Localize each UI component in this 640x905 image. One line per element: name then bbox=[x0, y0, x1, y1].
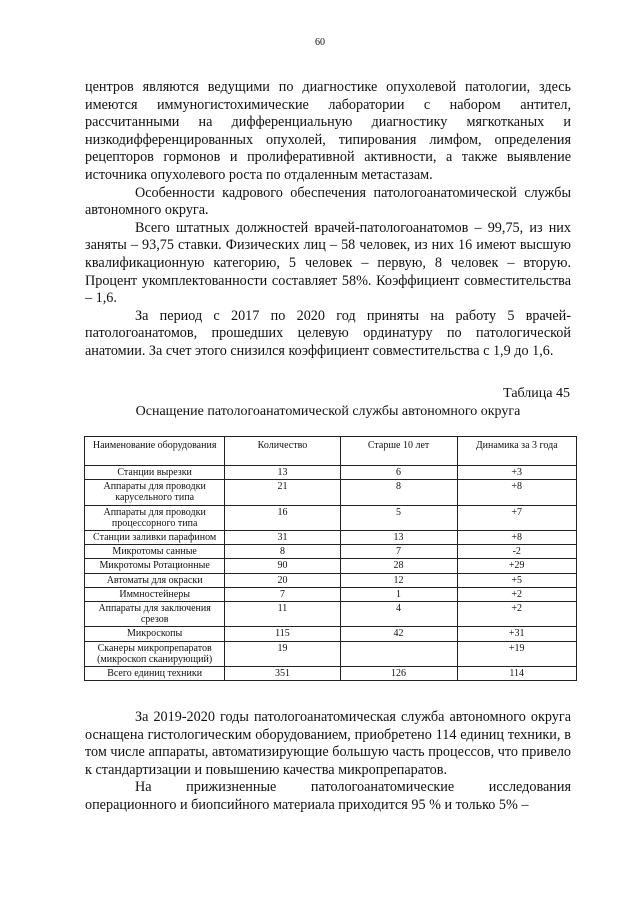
table-cell: 4 bbox=[340, 602, 457, 627]
table-cell: Микротомы санные bbox=[85, 545, 225, 559]
table-cell: 28 bbox=[340, 559, 457, 573]
table-row bbox=[85, 545, 577, 559]
equipment-table bbox=[84, 436, 577, 681]
table-title: Оснащение патологоанатомической службы автономного округа bbox=[135, 404, 521, 419]
table-cell: +2 bbox=[457, 602, 577, 627]
table-cell: +29 bbox=[457, 559, 577, 573]
table-cell: +2 bbox=[457, 587, 577, 601]
table-cell: Станции заливки парафином bbox=[85, 531, 225, 545]
table-cell: Всего единиц техники bbox=[85, 667, 225, 681]
table-cell: 6 bbox=[340, 466, 457, 480]
table-cell: Сканеры микропрепаратов (микроскоп сканирующий) bbox=[85, 641, 225, 666]
table-header-row bbox=[85, 437, 577, 466]
table-cell: 114 bbox=[457, 667, 577, 681]
table-row bbox=[85, 573, 577, 587]
table-cell: +31 bbox=[457, 627, 577, 641]
paragraph: центров являются ведущими по диагностике опухолевой патологии, здесь имеются иммуногистохимические лаборатории с набором антител, рассчитанными на дифференциальную диагностику мягкотканых и низкодифференцированных опухолей, типирования лимфом, определения рецепторов гормонов и пролиферативной активности, а также выявление источника опухолевого роста по отдаленным метастазам. bbox=[85, 79, 571, 183]
table-cell: 8 bbox=[340, 480, 457, 505]
table-cell: +8 bbox=[457, 531, 577, 545]
table-cell: Микроскопы bbox=[85, 627, 225, 641]
table-row bbox=[85, 641, 577, 666]
table-cell: 42 bbox=[340, 627, 457, 641]
column-header: Наименование оборудования bbox=[85, 437, 225, 466]
table-cell: Аппараты для заключения срезов bbox=[85, 602, 225, 627]
table-cell: Микротомы Ротационные bbox=[85, 559, 225, 573]
paragraph: На прижизненные патологоанатомические исследования операционного и биопсийного материала приходится 95 % и только 5% – bbox=[85, 779, 571, 813]
table-cell: 90 bbox=[225, 559, 340, 573]
table-row bbox=[85, 627, 577, 641]
closing-text bbox=[85, 709, 571, 815]
table-cell: Аппараты для проводки карусельного типа bbox=[85, 480, 225, 505]
table-cell: Иммностейнеры bbox=[85, 587, 225, 601]
paragraph: Всего штатных должностей врачей-патологоанатомов – 99,75, из них заняты – 93,75 ставки. Физических лиц – 58 человек, из них 16 имеют высшую квалификационную категорию, 5 человек – первую, 8 человек – вторую. Процент укомплектованности составляет 58%. Коэффициент совместительства – 1,6. bbox=[85, 219, 571, 307]
column-header: Динамика за 3 года bbox=[457, 437, 577, 466]
table-cell: 12 bbox=[340, 573, 457, 587]
table-cell: 19 bbox=[225, 641, 340, 666]
table-cell: 13 bbox=[225, 466, 340, 480]
table-row bbox=[85, 480, 577, 505]
table-cell: +7 bbox=[457, 505, 577, 530]
paragraph: За период с 2017 по 2020 год приняты на работу 5 врачей-патологоанатомов, прошедших целевую ординатуру по патологической анатомии. За счет этого снизился коэффициент совместительства с 1,9 до 1,6. bbox=[85, 307, 571, 359]
table-row bbox=[85, 587, 577, 601]
table-row bbox=[85, 531, 577, 545]
table-cell: 21 bbox=[225, 480, 340, 505]
table-cell: 16 bbox=[225, 505, 340, 530]
table-cell: 126 bbox=[340, 667, 457, 681]
table-cell: 20 bbox=[225, 573, 340, 587]
table-cell: +19 bbox=[457, 641, 577, 666]
table-cell: 7 bbox=[225, 587, 340, 601]
table-cell: Станции вырезки bbox=[85, 466, 225, 480]
table-cell: 11 bbox=[225, 602, 340, 627]
table-cell: 31 bbox=[225, 531, 340, 545]
table-cell: 8 bbox=[225, 545, 340, 559]
table-cell: +5 bbox=[457, 573, 577, 587]
paragraph: Особенности кадрового обеспечения патологоанатомической службы автономного округа. bbox=[85, 184, 571, 219]
table-cell: 115 bbox=[225, 627, 340, 641]
table-row bbox=[85, 466, 577, 480]
table-cell: +8 bbox=[457, 480, 577, 505]
column-header: Старше 10 лет bbox=[340, 437, 457, 466]
table-label: Таблица 45 bbox=[503, 386, 570, 401]
table-cell: 13 bbox=[340, 531, 457, 545]
table-cell: Автоматы для окраски bbox=[85, 573, 225, 587]
table-cell: 7 bbox=[340, 545, 457, 559]
table-cell: Аппараты для проводки процессорного типа bbox=[85, 505, 225, 530]
table-cell: 351 bbox=[225, 667, 340, 681]
table-total-row bbox=[85, 667, 577, 681]
page-number: 60 bbox=[315, 37, 325, 48]
table-cell: -2 bbox=[457, 545, 577, 559]
table-cell: 1 bbox=[340, 587, 457, 601]
table-row bbox=[85, 505, 577, 530]
table-cell bbox=[340, 641, 457, 666]
table-cell: 5 bbox=[340, 505, 457, 530]
paragraph: За 2019-2020 годы патологоанатомическая служба автономного округа оснащена гистологическим оборудованием, приобретено 114 единиц техники, в том числе аппараты, автоматизирующие большую часть процессов, что привело к стандартизации и повышению качества микропрепаратов. bbox=[85, 709, 571, 778]
table-row bbox=[85, 602, 577, 627]
intro-text bbox=[85, 79, 571, 361]
column-header: Количество bbox=[225, 437, 340, 466]
table-cell: +3 bbox=[457, 466, 577, 480]
table-row bbox=[85, 559, 577, 573]
